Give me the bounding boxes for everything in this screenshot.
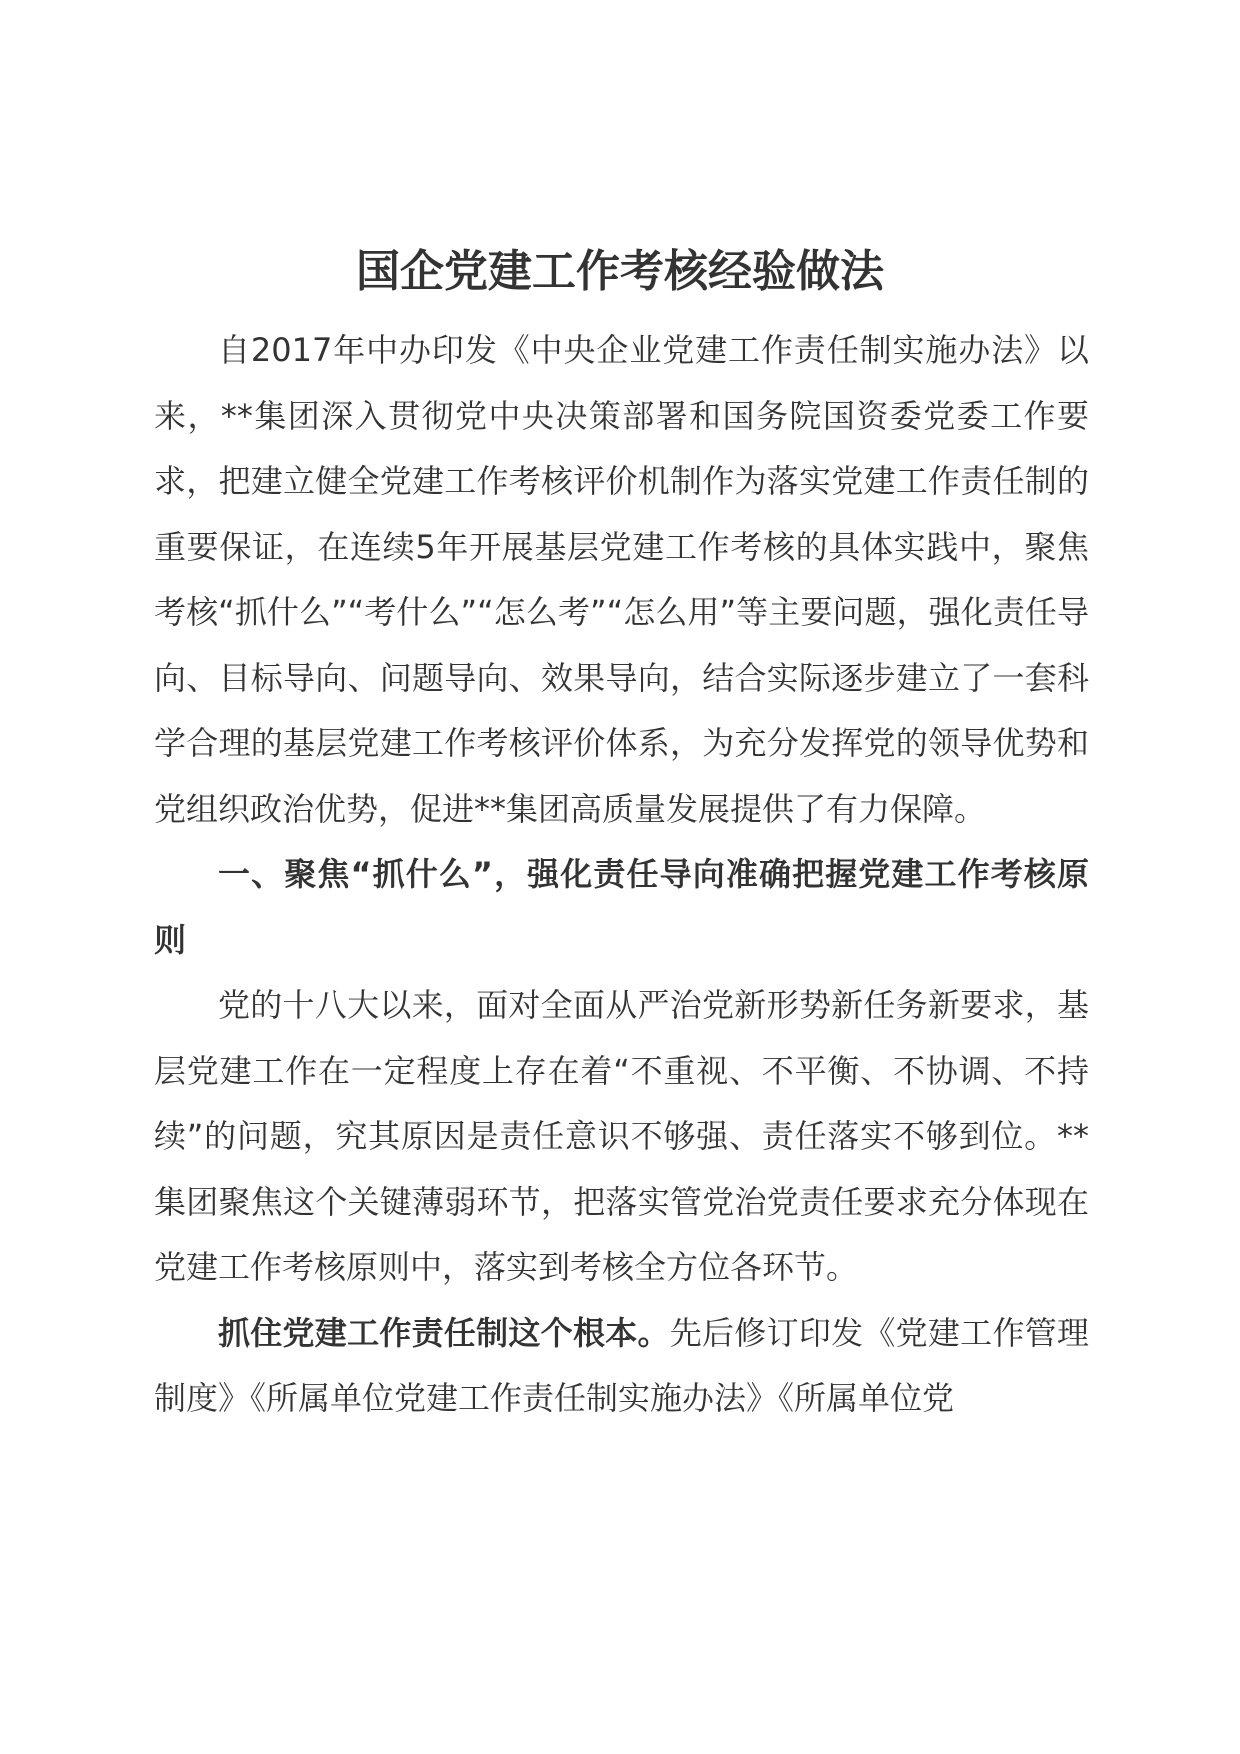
document-title: 国企党建工作考核经验做法 — [356, 246, 884, 297]
paragraph-lead-text: 抓住党建工作责任制这个根本。 — [218, 1313, 670, 1352]
body-paragraph-1: 自2017年中办印发《中央企业党建工作责任制实施办法》以来，**集团深入贯彻党中央决策部署和国务院国资委党委工作要求，把建立健全党建工作考核评价机制作为落实党建工作责任制的重要保证，在连续5年开展基层党建工作考核的具体实践中，聚焦考核“抓什么”“考什么”“怎么考”“怎么用”等主要问题，强化责任导向、目标导向、问题导向、效果导向，结合实际逐步建立了一套科学合理的基层党建工作考核评价体系，为充分发挥党的领导优势和党组织政治优势，促进**集团高质量发展提供了有力保障。 — [154, 331, 1089, 828]
body-paragraph-3 — [154, 1301, 1089, 1432]
document-body — [154, 318, 1089, 1432]
section-heading-1: 一、聚焦“抓什么”，强化责任导向准确把握党建工作考核原则 — [154, 855, 1089, 959]
paragraph-body-text: 先后修订印发《党建工作管理制度》《所属单位党建工作责任制实施办法》《所属单位党 — [154, 1313, 1089, 1417]
body-paragraph-2: 党的十八大以来，面对全面从严治党新形势新任务新要求，基层党建工作在一定程度上存在着“不重视、不平衡、不协调、不持续”的问题，究其原因是责任意识不够强、责任落实不够到位。**集团聚焦这个关键薄弱环节，把落实管党治党责任要求充分体现在党建工作考核原则中，落实到考核全方位各环节。 — [154, 986, 1089, 1286]
